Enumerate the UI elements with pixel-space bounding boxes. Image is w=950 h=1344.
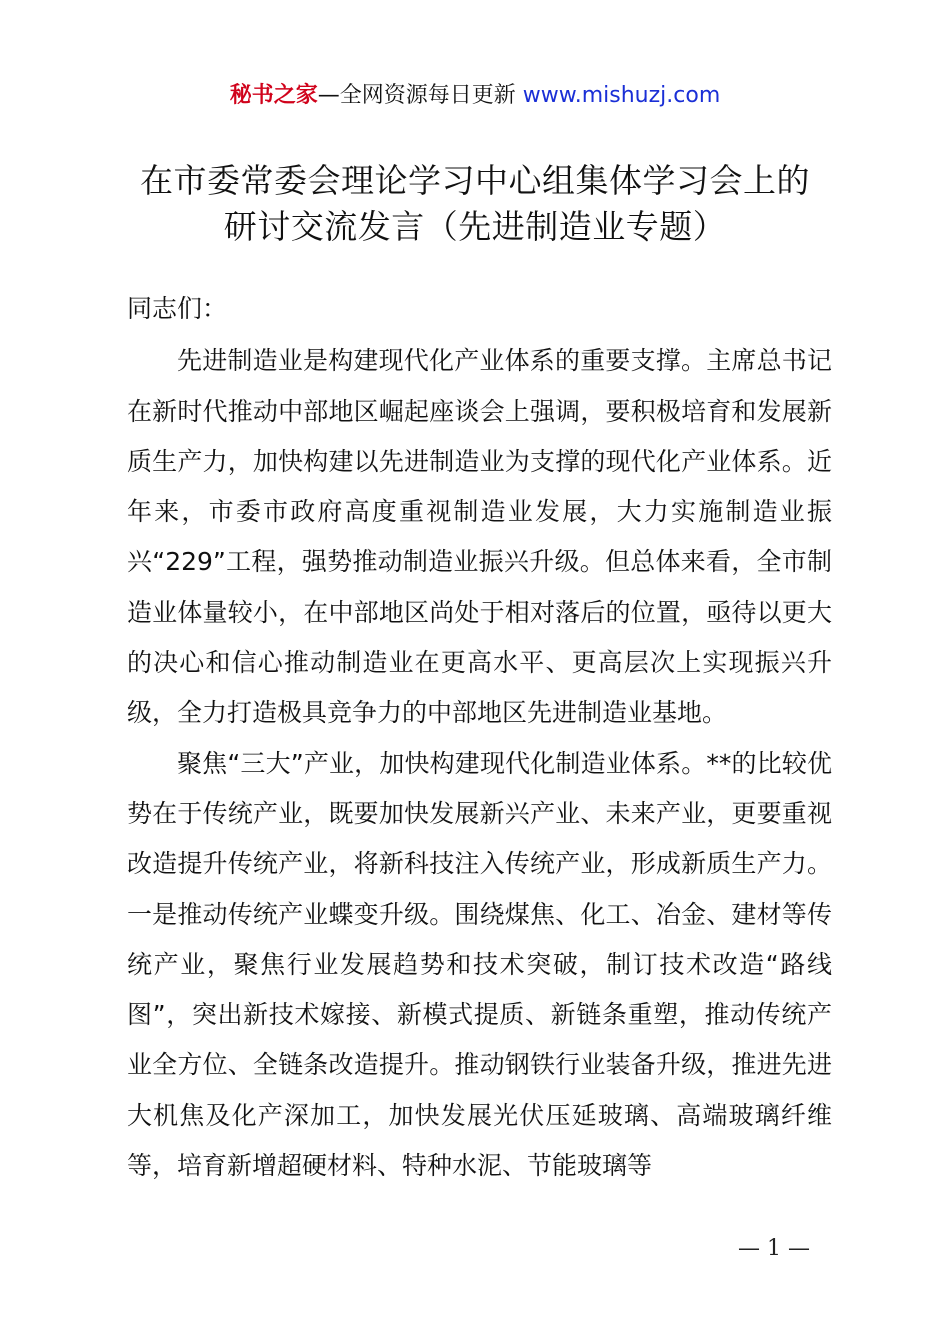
site-header [0, 80, 950, 112]
paragraph-2: 聚焦“三大”产业，加快构建现代化制造业体系。**的比较优势在于传统产业，既要加快发展新兴产业、未来产业，更要重视改造提升传统产业，将新科技注入传统产业，形成新质生产力。一是推动传统产业蝶变升级。围绕煤焦、化工、冶金、建材等传统产业，聚焦行业发展趋势和技术突破，制订技术改造“路线图”，突出新技术嫁接、新模式提质、新链条重塑，推动传统产业全方位、全链条改造提升。推动钢铁行业装备升级，推进先进大机焦及化产深加工，加快发展光伏压延玻璃、高端玻璃纤维等，培育新增超硬材料、特种水泥、节能玻璃等 [127, 748, 832, 1181]
page-number: — 1 — [738, 1236, 810, 1261]
document-body [127, 284, 832, 1191]
title-line-1: 在市委常委会理论学习中心组集体学习会上的 [140, 161, 810, 200]
site-brand: 秘书之家 [229, 83, 318, 108]
site-tagline: —全网资源每日更新 [317, 83, 523, 108]
salutation: 同志们： [127, 294, 228, 323]
title-line-2: 研讨交流发言（先进制造业专题） [223, 207, 727, 246]
site-url-link[interactable]: www.mishuzj.com [522, 83, 721, 108]
document-title [60, 158, 890, 250]
paragraph-1: 先进制造业是构建现代化产业体系的重要支撑。主席总书记在新时代推动中部地区崛起座谈会上强调，要积极培育和发展新质生产力，加快构建以先进制造业为支撑的现代化产业体系。近年来，市委市政府高度重视制造业发展，大力实施制造业振兴“229”工程，强势推动制造业振兴升级。但总体来看，全市制造业体量较小，在中部地区尚处于相对落后的位置，亟待以更大的决心和信心推动制造业在更高水平、更高层次上实现振兴升级，全力打造极具竞争力的中部地区先进制造业基地。 [127, 346, 832, 728]
